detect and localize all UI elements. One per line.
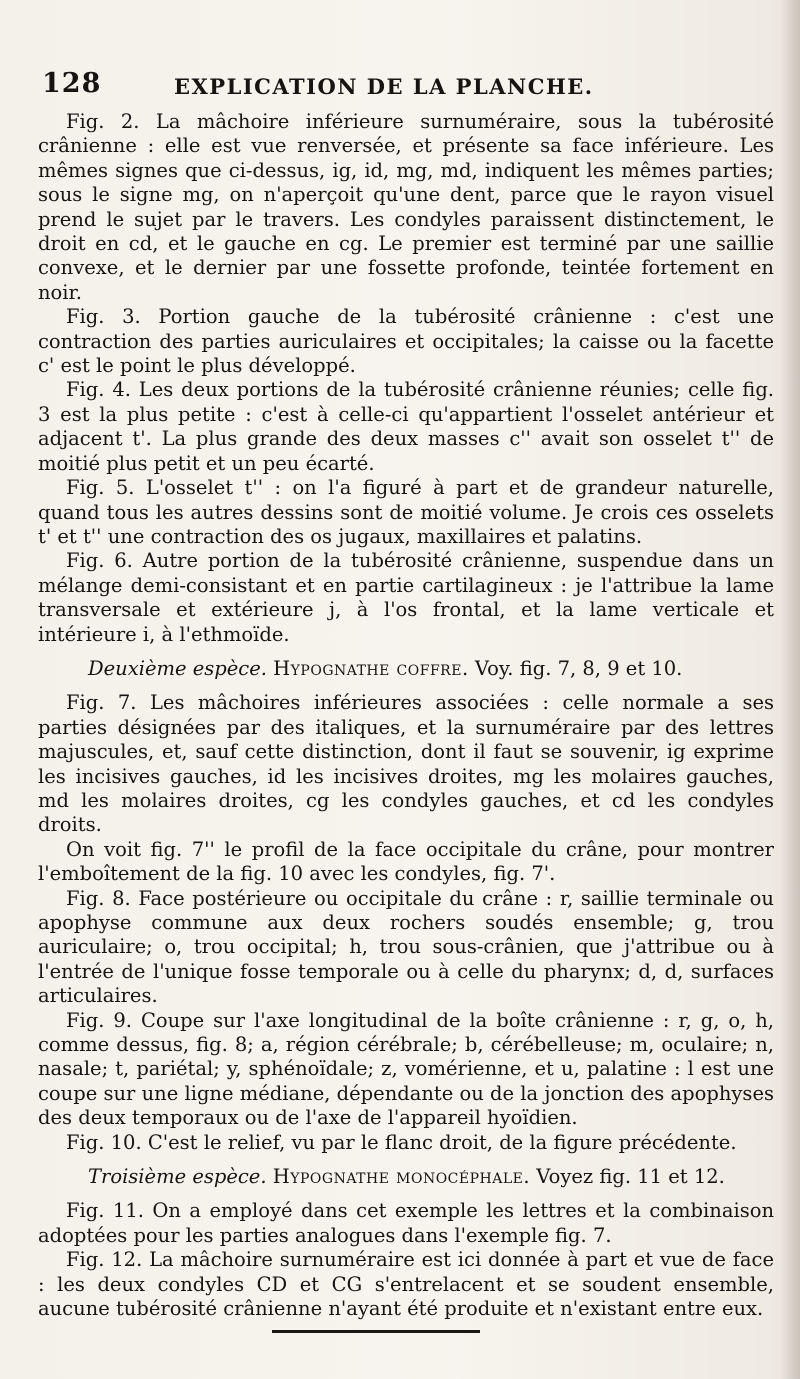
- species-heading-2: [38, 657, 774, 681]
- body-text: [38, 110, 774, 1322]
- paragraph-fig-3: Fig. 3. Portion gauche de la tubérosité crânienne : c'est une contraction des parties auriculaires et occipitales; la caisse ou la facette c' est le point le plus développé.: [38, 305, 774, 378]
- paragraph-fig-7: Fig. 7. Les mâchoires inférieures associées : celle normale a ses parties désignées par des italiques, et la surnuméraire par des lettres majuscules, et, sauf cette distinction, dont il faut se souvenir, ig exprime les incisives gauches, id les incisives droites, mg les molaires gauches, md les molaires droites, cg les condyles gauches, et cd les condyles droits.: [38, 691, 774, 837]
- species-figure-refs: Voy. fig. 7, 8, 9 et 10.: [474, 656, 683, 680]
- species-label: Troisième espèce.: [88, 1165, 267, 1189]
- end-rule: [272, 1330, 480, 1333]
- paragraph-fig-5: Fig. 5. L'osselet t'' : on l'a figuré à part et de grandeur naturelle, quand tous les autres dessins sont de moitié volume. Je crois ces osselets t' et t'' une contraction des os jugaux, maxillaires et palatins.: [38, 476, 774, 548]
- species-heading-3: [38, 1165, 774, 1189]
- species-name: Hypognathe monocéphale.: [272, 1165, 531, 1189]
- paragraph-fig-4: Fig. 4. Les deux portions de la tubérosité crânienne réunies; celle fig. 3 est la plus petite : c'est à celle-ci qu'appartient l'osselet antérieur et adjacent t'. La plus grande des deux masses c'' avait son osselet t'' de moitié plus petit et un peu écarté.: [38, 378, 774, 475]
- species-label: Deuxième espèce.: [88, 656, 267, 680]
- paragraph-fig-8: Fig. 8. Face postérieure ou occipitale du crâne : r, saillie terminale ou apophyse commune aux deux rochers soudés ensemble; g, trou auriculaire; o, trou occipital; h, trou sous-crânien, que j'attribue ou à l'entrée de l'unique fosse temporale ou à celle du pharynx; d, d, surfaces articulaires.: [38, 886, 774, 1008]
- page-shadow-edge: [780, 0, 800, 1379]
- paragraph-fig-7-profile: On voit fig. 7'' le profil de la face occipitale du crâne, pour montrer l'emboîtement de la fig. 10 avec les condyles, fig. 7'.: [38, 837, 774, 886]
- paragraph-fig-12: Fig. 12. La mâchoire surnuméraire est ici donnée à part et vue de face : les deux condyles CD et CG s'entrelacent et se soudent ensemble, aucune tubérosité crânienne n'ayant été produite et n'existant entre eux.: [38, 1248, 774, 1321]
- species-name: Hypognathe coffre.: [273, 656, 469, 680]
- paragraph-fig-6: Fig. 6. Autre portion de la tubérosité crânienne, suspendue dans un mélange demi-consistant et en partie cartilagineux : je l'attribue la lame transversale et extérieure j, à l'os frontal, et la lame verticale et intérieure i, à l'ethmoïde.: [38, 549, 774, 646]
- paragraph-fig-10: Fig. 10. C'est le relief, vu par le flanc droit, de la figure précédente.: [66, 1130, 737, 1154]
- species-figure-refs: Voyez fig. 11 et 12.: [536, 1165, 725, 1189]
- paragraph-fig-9: Fig. 9. Coupe sur l'axe longitudinal de la boîte crânienne : r, g, o, h, comme dessus, fig. 8; a, région cérébrale; b, cérébelleuse; m, oculaire; n, nasale; t, pariétal; y, sphénoïdale; z, vomérienne, et u, palatine : l est une coupe sur une ligne médiane, dépendante ou de la jonction des apophyses des deux temporaux ou de l'axe de l'appareil hyoïdien.: [38, 1008, 774, 1130]
- paragraph-fig-2: Fig. 2. La mâchoire inférieure surnuméraire, sous la tubérosité crânienne : elle est vue renversée, et présente sa face inférieure. Les mêmes signes que ci-dessus, ig, id, mg, md, indiquent les mêmes parties; sous le signe mg, on n'aperçoit qu'une dent, parce que le rayon visuel prend le sujet par le travers. Les condyles paraissent distinctement, le droit en cd, et le gauche en cg. Le premier est terminé par une saillie convexe, et le dernier par une fossette profonde, teintée fortement en noir.: [38, 110, 774, 304]
- page-number: 128: [42, 68, 102, 99]
- paragraph-fig-11: Fig. 11. On a employé dans cet exemple les lettres et la combinaison adoptées pour les parties analogues dans l'exemple fig. 7.: [38, 1199, 774, 1247]
- running-title: EXPLICATION DE LA PLANCHE.: [174, 74, 594, 99]
- page-header: [42, 68, 762, 108]
